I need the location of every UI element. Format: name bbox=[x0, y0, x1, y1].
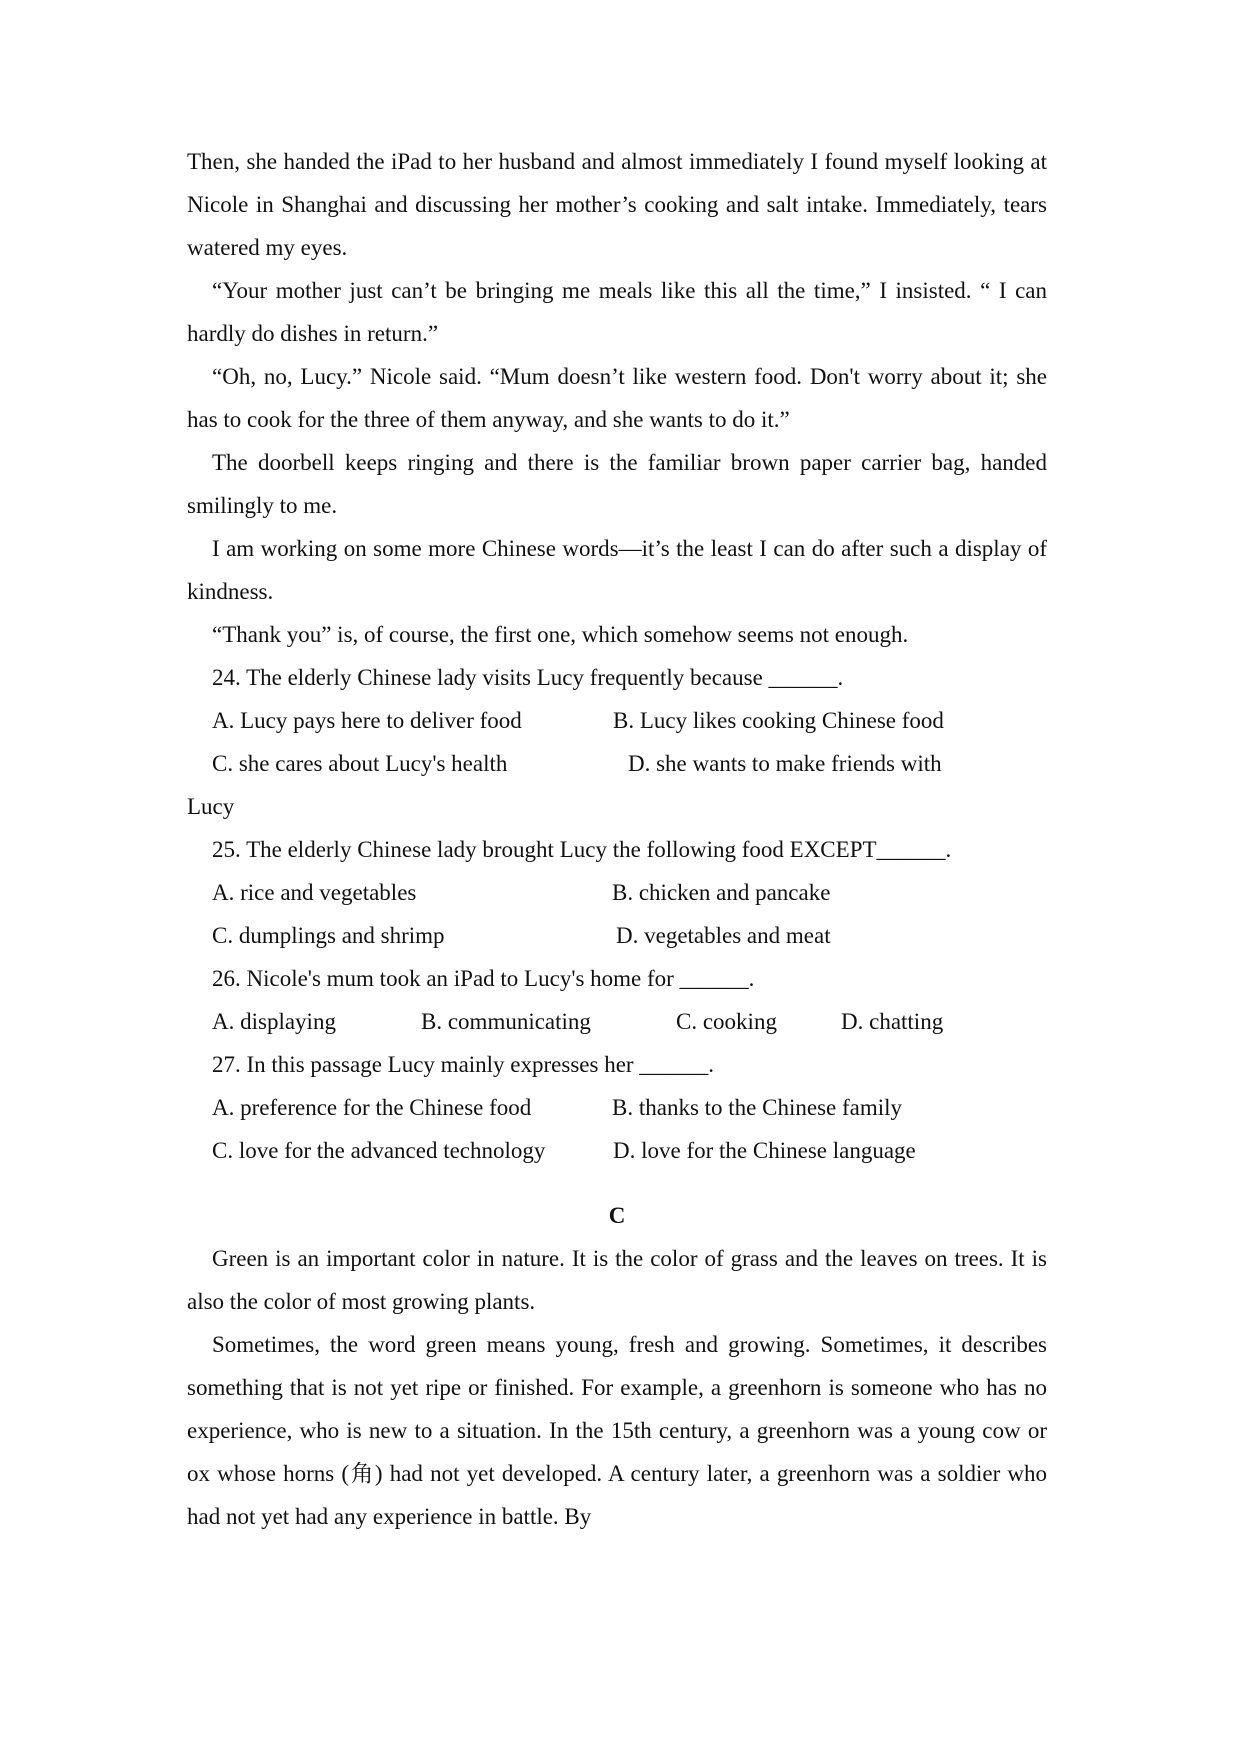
section-heading: C bbox=[608, 1203, 626, 1228]
section-c-paragraph-2: Sometimes, the word green means young, fresh and growing. Sometimes, it describes something that is not yet ripe or finished. For example, a greenhorn is someone who has no experience, who is new to a situation. In the 15th century, a greenhorn was a young cow or ox whose horns (角) had not yet developed. A century later, a greenhorn was a soldier who had not yet had any experience in battle. By bbox=[187, 1332, 1047, 1529]
option-c: C. dumplings and shrimp bbox=[212, 923, 445, 948]
question-stem: 26. Nicole's mum took an iPad to Lucy's home for ______. bbox=[212, 966, 755, 991]
option-a: A. rice and vegetables bbox=[212, 880, 417, 905]
question-24 bbox=[187, 656, 1047, 828]
option-a: A. displaying bbox=[212, 1009, 336, 1034]
option-b: B. Lucy likes cooking Chinese food bbox=[613, 708, 944, 733]
option-b: B. chicken and pancake bbox=[612, 880, 831, 905]
option-d-wrap: Lucy bbox=[187, 794, 235, 819]
option-d: D. chatting bbox=[841, 1009, 944, 1034]
paragraph-2: “Your mother just can’t be bringing me meals like this all the time,” I insisted. “ I can hardly do dishes in return.” bbox=[187, 278, 1047, 346]
exam-page bbox=[187, 140, 1047, 1538]
option-a: A. Lucy pays here to deliver food bbox=[212, 708, 522, 733]
option-c: C. she cares about Lucy's health bbox=[212, 751, 508, 776]
question-stem: 24. The elderly Chinese lady visits Lucy frequently because ______. bbox=[212, 665, 844, 690]
option-d: D. she wants to make friends with bbox=[628, 751, 942, 776]
question-stem: 25. The elderly Chinese lady brought Lucy the following food EXCEPT______. bbox=[212, 837, 952, 862]
paragraph-6: “Thank you” is, of course, the first one, which somehow seems not enough. bbox=[212, 622, 909, 647]
option-c: C. love for the advanced technology bbox=[212, 1138, 546, 1163]
paragraph-3: “Oh, no, Lucy.” Nicole said. “Mum doesn’t like western food. Don't worry about it; she has to cook for the three of them anyway, and she wants to do it.” bbox=[187, 364, 1047, 432]
question-27 bbox=[187, 1043, 1047, 1172]
option-c: C. cooking bbox=[676, 1009, 777, 1034]
paragraph-5: I am working on some more Chinese words—it’s the least I can do after such a display of kindness. bbox=[187, 536, 1047, 604]
question-stem: 27. In this passage Lucy mainly expresses her ______. bbox=[212, 1052, 715, 1077]
paragraph-4: The doorbell keeps ringing and there is the familiar brown paper carrier bag, handed smilingly to me. bbox=[187, 450, 1047, 518]
option-a: A. preference for the Chinese food bbox=[212, 1095, 532, 1120]
question-26 bbox=[187, 957, 1047, 1043]
paragraph-1: Then, she handed the iPad to her husband and almost immediately I found myself looking at Nicole in Shanghai and discussing her mother’s cooking and salt intake. Immediately, tears watered my eyes. bbox=[187, 149, 1047, 260]
option-b: B. thanks to the Chinese family bbox=[612, 1095, 903, 1120]
option-b: B. communicating bbox=[421, 1009, 591, 1034]
option-d: D. vegetables and meat bbox=[616, 923, 831, 948]
section-c-paragraph-1: Green is an important color in nature. It is the color of grass and the leaves on trees. It is also the color of most growing plants. bbox=[187, 1246, 1047, 1314]
option-d: D. love for the Chinese language bbox=[613, 1138, 916, 1163]
question-25 bbox=[187, 828, 1047, 957]
